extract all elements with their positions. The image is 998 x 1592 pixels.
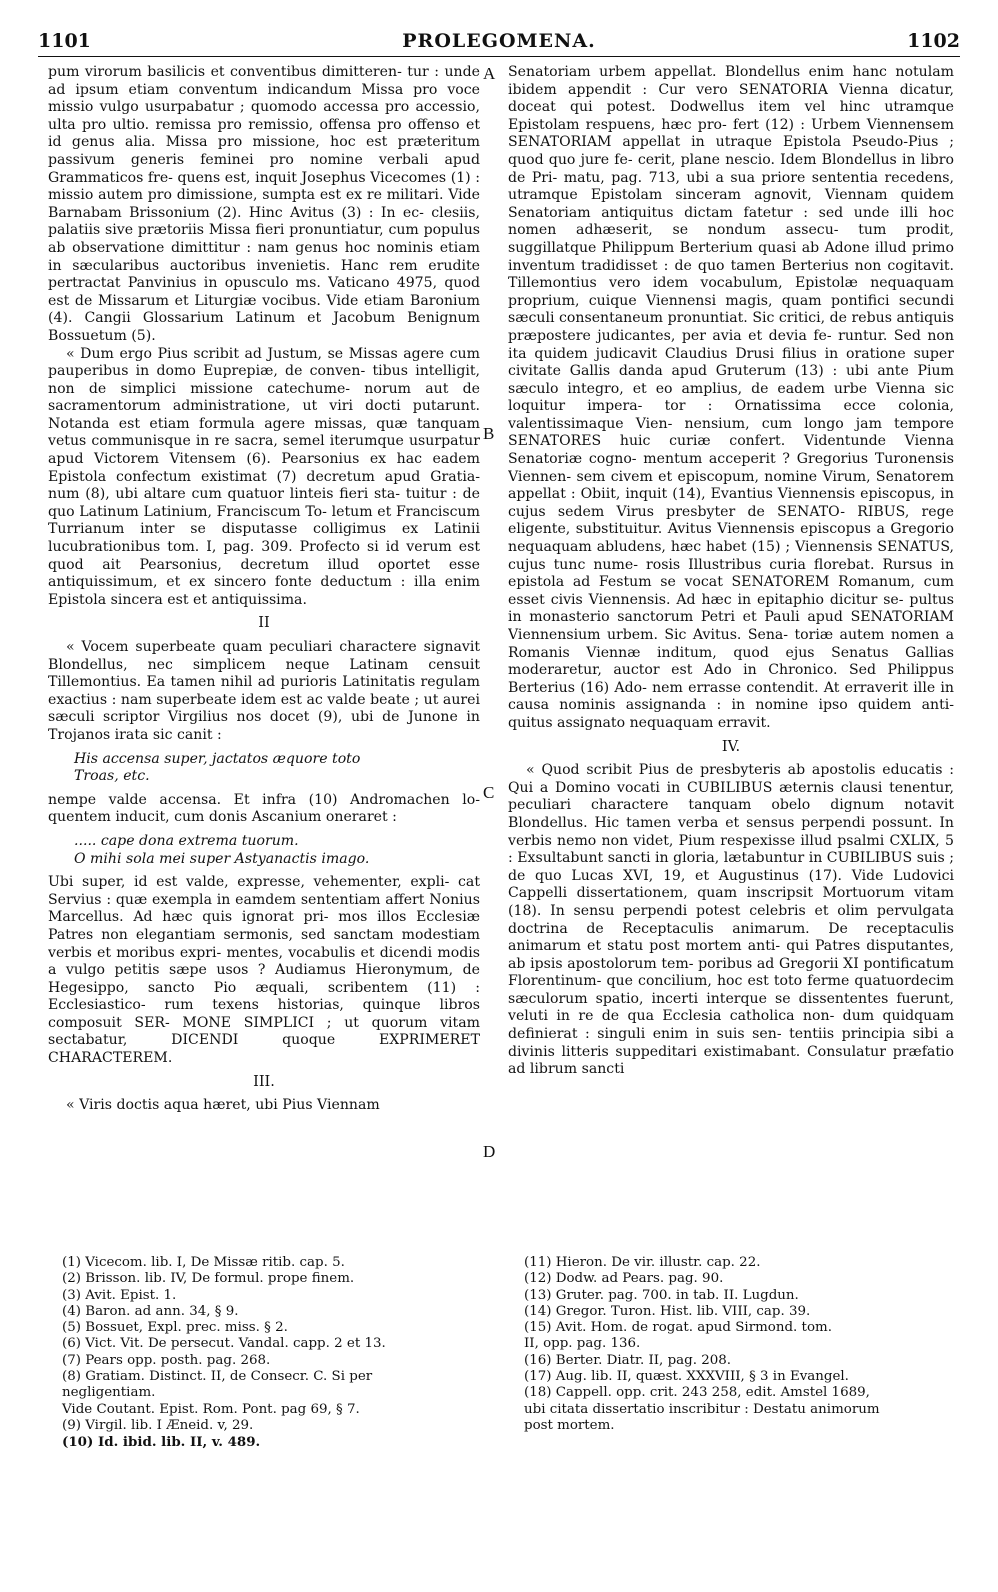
footnote: (6) Vict. Vit. De persecut. Vandal. capp. 2 et 13. bbox=[62, 1336, 386, 1352]
footnote: (14) Gregor. Turon. Hist. lib. VIII, cap. 39. bbox=[524, 1303, 811, 1319]
footnote: (12) Dodw. ad Pears. pag. 90. bbox=[524, 1271, 724, 1287]
footnote: (3) Avit. Epist. 1. bbox=[62, 1287, 177, 1303]
verse-quote-2 bbox=[74, 833, 480, 868]
right-column bbox=[508, 64, 954, 1124]
page-number-right: 1102 bbox=[907, 30, 960, 52]
page-number-left: 1101 bbox=[38, 30, 91, 52]
footnote: (11) Hieron. De vir. illustr. cap. 22. bbox=[524, 1255, 761, 1270]
section-heading-2: II bbox=[258, 615, 270, 632]
running-title: PROLEGOMENA. bbox=[402, 30, 596, 52]
verse-line: ..... cape dona extrema tuorum. bbox=[74, 832, 299, 849]
footnote: (4) Baron. ad ann. 34, § 9. bbox=[62, 1303, 239, 1319]
footnote: (13) Gruter. pag. 700. in tab. II. Lugdun. bbox=[524, 1287, 799, 1303]
left-paragraph-6: « Viris doctis aqua hæret, ubi Pius Viennam bbox=[66, 1097, 380, 1114]
margin-letter-a: A bbox=[483, 64, 496, 83]
footnote: (7) Pears opp. posth. pag. 268. bbox=[62, 1352, 271, 1368]
footnote: (15) Avit. Hom. de rogat. apud Sirmond. tom. bbox=[524, 1320, 832, 1336]
footnote: (18) Cappell. opp. crit. 243 258, edit. Amstel 1689, bbox=[524, 1385, 870, 1401]
left-paragraph-1: pum virorum basilicis et conventibus dimitteren- tur : unde ad ipsum etiam conventum indicandum Missa pro voce missio vulgo usurpabatur ; quomodo accessa pro accessio, ulta pro ultio. remissa pro remissio, offensa pro offenso et id genus alia. Missa pro missione, hoc est præteritum passivum generis feminei pro nomine verbali apud Grammaticos fre- quens est, inquit Josephus Vicecomes (1) : missio autem pro dimissione, sumpta est ex re militari. Vide Barnabam Brissonium (2). Hinc Avitus (3) : In ec- clesiis, palatiis sive prætoriis Missa fieri pronuntiatur, cum populus ab observatione dimittitur : nam genus hoc nominis etiam in sæcularibus auctoribus invenietis. Hanc rem erudite pertractat Panvinius in opusculo ms. Vaticano 4975, quod est de Missarum et Liturgiæ vocibus. Vide etiam Baronium (4). Cangii Glossarium Latinum et Jacobum Benignum Bossuetum (5). bbox=[48, 64, 480, 344]
left-paragraph-2: « Dum ergo Pius scribit ad Justum, se Missas agere cum pauperibus in domo Euprepiæ, de conven- tibus intelligit, non de simplici missione catechume- norum aut de sacramentorum administratione, ut viri docti putarunt. Notanda est etiam formula agere missas, quæ tanquam vetus communisque in re sacra, semel iterumque usurpatur apud Victorem Vitensem (6). Pearsonius ex hac eadem Epistola confectum existimat (7) decretum apud Gratia- num (8), ubi altare cum quatuor linteis fieri sta- tuitur : de quo Latinum Latinium, Franciscum To- letum et Franciscum Turrianum inter se disputasse colligimus ex Latinii lucubrationibus tom. I, pag. 309. Profecto si id verum est quod ait Pearsonius, decretum illud oportet esse antiquissimum, et ex sincero fonte deductum : illa enim Epistola sincera est et antiquissima. bbox=[48, 345, 480, 608]
footnote: (8) Gratiam. Distinct. II, de Consecr. C. Si per bbox=[62, 1369, 373, 1385]
left-paragraph-3: « Vocem superbeate quam peculiari charactere signavit Blondellus, nec simplicem neque Latinam censuit Tillemontius. Ea tamen nihil ad purioris Latinitatis regulam exactius : nam superbeate idem est ac valde beate ; ut aurei sæculi scriptor Virgilius nos docet (9), ubi de Junone in Trojanos irata sic canit : bbox=[48, 639, 480, 743]
section-heading-3: III. bbox=[253, 1073, 275, 1090]
verse-quote-1 bbox=[74, 751, 480, 786]
right-paragraph-1: Senatoriam urbem appellat. Blondellus enim hanc notulam ibidem appendit : Cur vero SENATORIA Vienna dicatur, doceat qui potest. Dodwellus item vel hinc utramque Epistolam respuens, hæc pro- fert (12) : Urbem Viennensem SENATORIAM appellat in utraque Epistola Pseudo-Pius ; quod quo jure fe- cerit, plane nescio. Idem Blondellus in libro de Pri- matu, pag. 713, ubi a sua priore sententia recedens, utramque Epistolam sinceram agnovit, Viennam quidem Senatoriam antiquitus dictam fatetur : sed unde illi hoc nomen adhæserit, se nondum assecu- tum prodit, suggillatque Philippum Berterium quasi ab Adone illud primo inventum tradidisset : de quo tamen Berterius non cogitavit. Tillemontius vero idem vocabulum, Epistolæ nequaquam proprium, cuique Viennensi magis, quam pontifici secundi sæculi consentaneum pronuntiat. Sic critici, de rebus antiquis præpostere judicantes, per avia et devia fe- runtur. Sed non ita quidem judicavit Claudius Drusi filius in oratione super civitate Gallis danda apud Gruterum (13) : ubi ante Pium sæculo integro, et eo amplius, de eadem urbe Vienna sic loquitur impera- tor : Ornatissima ecce colonia, valentissimaque Vien- nensium, cum longo jam tempore SENATORES huic curiæ confert. Videntunde Vienna Senatoriæ cogno- mentum acceperit ? Gregorius Turonensis Viennen- sem civem et episcopum, nomine Virum, Senatorem appellat : Obiit, inquit (14), Evantius Viennensis episcopus, in cujus sedem Virus presbyter de SENATO- RIBUS, rege eligente, substituitur. Avitus Viennensis episcopus a Gregorio nequaquam abludens, hæc habet (15) ; Viennensis SENATUS, cujus tunc nume- rosis Illustribus curia florebat. Rursus in epistola ad Festum se vocat SENATOREM Romanum, cum esset civis Viennensis. Ad hæc in epitaphio dicitur se- pultus in monasterio sanctorum Petri et Pauli apud SENATORIAM Viennensium urbem. Sic Avitus. Sena- toriæ autem nomen a Romanis Viennæ inditum, quod ejus Senatus Gallias moderaretur, auctor est Ado in Chronico. Sed Philippus Berterius (16) Ado- nem errasse contendit. At erraverit ille in causa nominis assignanda : in nomine ipso quidem anti- quitus assignato nequaquam erravit. bbox=[508, 64, 954, 731]
footnote: ubi citata dissertatio inscribitur : Destatu animorum bbox=[524, 1401, 880, 1417]
footnote: negligentiam. bbox=[62, 1385, 156, 1401]
footnotes-left bbox=[62, 1255, 482, 1451]
footnote: (1) Vicecom. lib. I, De Missæ ritib. cap. 5. bbox=[62, 1255, 345, 1270]
footnote: II, opp. pag. 136. bbox=[524, 1336, 641, 1352]
footnote: (10) Id. ibid. lib. II, v. 489. bbox=[62, 1434, 261, 1451]
left-paragraph-4: nempe valde accensa. Et infra (10) Andromachen lo- quentem inducit, cum donis Ascanium oneraret : bbox=[48, 791, 480, 826]
left-paragraph-5: Ubi super, id est valde, expresse, vehementer, expli- cat Servius : quæ exempla in eamdem sententiam affert Nonius Marcellus. Ad hæc quis ignorat pri- mos illos Ecclesiæ Patres non elegantiam sermonis, sed sanctam modestiam verbis et moribus expri- mentes, vocabulis et dicendi modis a vulgo petitis sæpe usos ? Audiamus Hieronymum, de Hegesippo, sancto Pio æquali, scribentem (11) : Ecclesiastico- rum texens historias, quinque libros composuit SER- MONE SIMPLICI ; ut quorum vitam sectabatur, DICENDI quoque EXPRIMERET CHARACTEREM. bbox=[48, 874, 480, 1067]
footnote: (17) Aug. lib. II, quæst. XXXVIII, § 3 in Evangel. bbox=[524, 1369, 849, 1385]
footnote: (2) Brisson. lib. IV, De formul. prope finem. bbox=[62, 1271, 355, 1287]
verse-line: His accensa super, jactatos æquore toto bbox=[74, 750, 361, 767]
margin-letter-b: B bbox=[483, 424, 495, 443]
section-heading-4: IV. bbox=[721, 738, 741, 755]
footnote: Vide Coutant. Epist. Rom. Pont. pag 69, § 7. bbox=[62, 1401, 360, 1417]
right-paragraph-2: « Quod scribit Pius de presbyteris ab apostolis educatis : Qui a Domino vocati in CUBILIBUS æternis clausi tenentur, peculiari charactere tanquam obelo dignum notavit Blondellus. Hic tamen verba et sensus perpendi possunt. In verbis nemo non videt, Pium respexisse illud psalmi CXLIX, 5 : Exsultabunt sancti in gloria, lætabuntur in CUBILIBUS suis ; de quo Lucas XVI, 19, et Augustinus (17). Vide Ludovici Cappelli dissertationem, quam inscripsit Mortuorum vitam (18). In sensu perpendi potest celebris et olim pervulgata doctrina de Receptaculis animarum. De receptaculis animarum et statu post mortem anti- qui Patres disputantes, ab ipsis apostolorum tem- poribus ad Gregorii XI pontificatum Florentinum- que concilium, hoc est toto ferme quatuordecim sæculorum spatio, incerti interque se dissententes fuerunt, veluti in re de qua Ecclesia catholica non- dum quidquam definierat : singuli enim in suis sen- tentiis principia sibi a divinis litteris suppeditari existimabant. Consulatur præfatio ad librum sancti bbox=[508, 762, 954, 1078]
footnote: (16) Berter. Diatr. II, pag. 208. bbox=[524, 1352, 732, 1368]
verse-line: Troas, etc. bbox=[74, 768, 150, 785]
footnote: (9) Virgil. lib. I Æneid. v, 29. bbox=[62, 1417, 254, 1433]
running-header bbox=[38, 30, 960, 57]
verse-line: O mihi sola mei super Astyanactis imago. bbox=[74, 850, 370, 867]
footnote: (5) Bossuet, Expl. prec. miss. § 2. bbox=[62, 1320, 288, 1336]
footnotes-right bbox=[524, 1255, 954, 1434]
left-column bbox=[48, 64, 480, 1114]
margin-letter-d: D bbox=[483, 1142, 496, 1161]
margin-letter-c: C bbox=[483, 783, 495, 802]
footnote: post mortem. bbox=[524, 1417, 615, 1433]
